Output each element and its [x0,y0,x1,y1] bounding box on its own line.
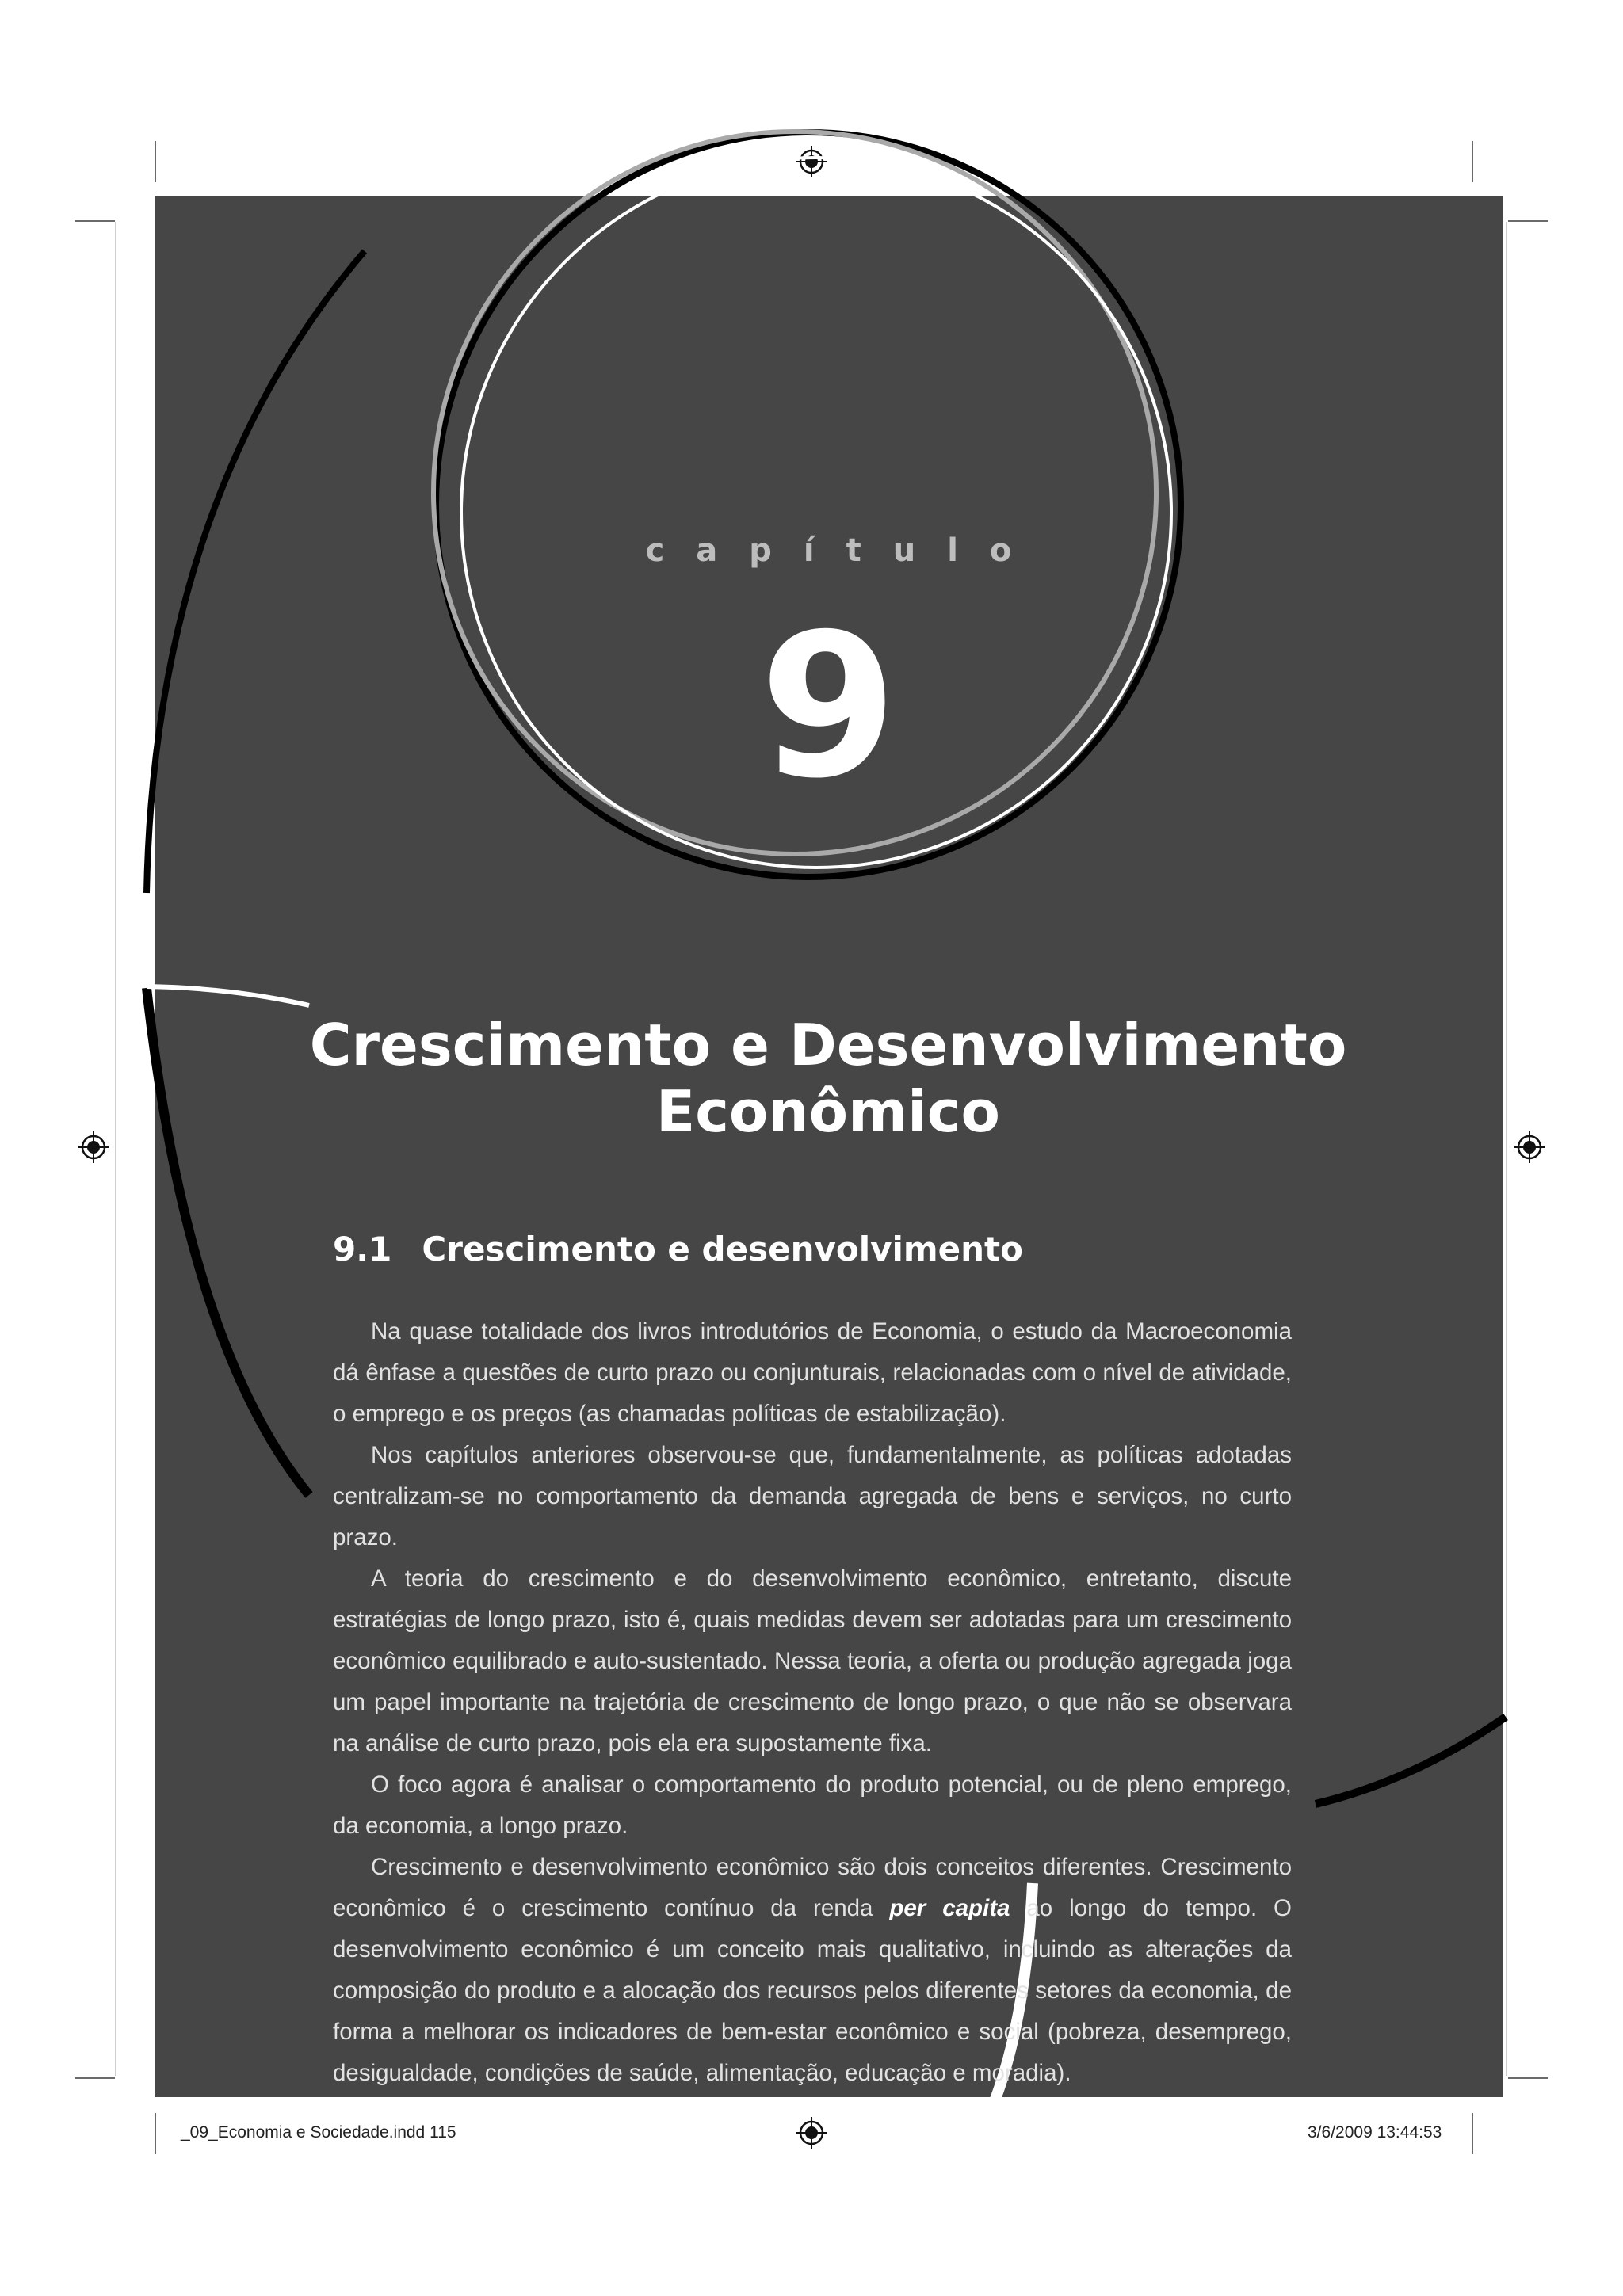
crop-mark [115,222,116,2076]
chapter-title-line: Econômico [656,1078,1000,1145]
chapter-label: capítulo [645,532,1044,569]
crop-mark [1508,220,1548,222]
crop-mark [155,141,156,182]
slug-timestamp: 3/6/2009 13:44:53 [1308,2123,1442,2142]
registration-mark-icon [796,2117,827,2149]
paragraph: A teoria do crescimento e do desenvolvimento econômico, entretanto, discute estratégias de longo prazo, isto é, quais medidas devem ser adotadas para um crescimento econômico equilibrado e auto-sustentado. Nessa teoria, a oferta ou produção agregada joga um papel importante na trajetória de crescimento de longo prazo, o que não se observara na análise de curto prazo, pois ela era supostamente fixa. [333,1566,1292,1756]
crop-mark [75,220,115,222]
crop-mark [75,2077,115,2079]
section-number: 9.1 [333,1230,392,1268]
paragraph: Nos capítulos anteriores observou-se que, fundamentalmente, as políticas adotadas centralizam-se no comportamento da demanda agregada de bens e serviços, no curto prazo. [333,1442,1292,1550]
body-text [333,1311,1292,2094]
crop-mark [1472,2113,1473,2154]
crop-mark [1506,222,1507,2076]
registration-mark-icon [796,146,827,177]
paragraph: O foco agora é analisar o comportamento do produto potencial, ou de pleno emprego, da economia, a longo prazo. [333,1772,1292,1839]
slug-filename: _09_Economia e Sociedade.indd 115 [181,2123,456,2142]
section-title: Crescimento e desenvolvimento [422,1230,1023,1268]
crop-mark [155,2113,156,2154]
crop-mark [1472,141,1473,182]
registration-mark-icon [1514,1131,1545,1163]
section-heading [333,1230,1023,1268]
emphasis-per-capita: per capita [889,1895,1010,1921]
paragraph: Na quase totalidade dos livros introdutórios de Economia, o estudo da Macroeconomia dá ênfase a questões de curto prazo ou conjunturais, relacionadas com o nível de atividade, o emprego e os preços (as chamadas políticas de estabilização). [333,1318,1292,1427]
registration-mark-icon [78,1131,109,1163]
chapter-number: 9 [759,591,898,822]
crop-mark [1508,2077,1548,2079]
paragraph-text: Crescimento e desenvolvimento econômico são dois conceitos diferentes. Crescimento econômico é o crescimento contínuo da renda [333,1854,1292,1921]
page-number: 115 [790,2162,867,2205]
chapter-title-line: Crescimento e Desenvolvimento [309,1012,1347,1078]
paragraph [333,1847,1292,2094]
chapter-title [234,1012,1423,1145]
paragraph-text: ao longo do tempo. O desenvolvimento econômico é um conceito mais qualitativo, incluindo as alterações da composição do produto e a alocação dos recursos pelos diferentes setores da economia, de forma a melhorar os indicadores de bem-estar econômico e social (pobreza, desemprego, desigualdade, condições de saúde, alimentação, educação e moradia). [333,1895,1292,2086]
